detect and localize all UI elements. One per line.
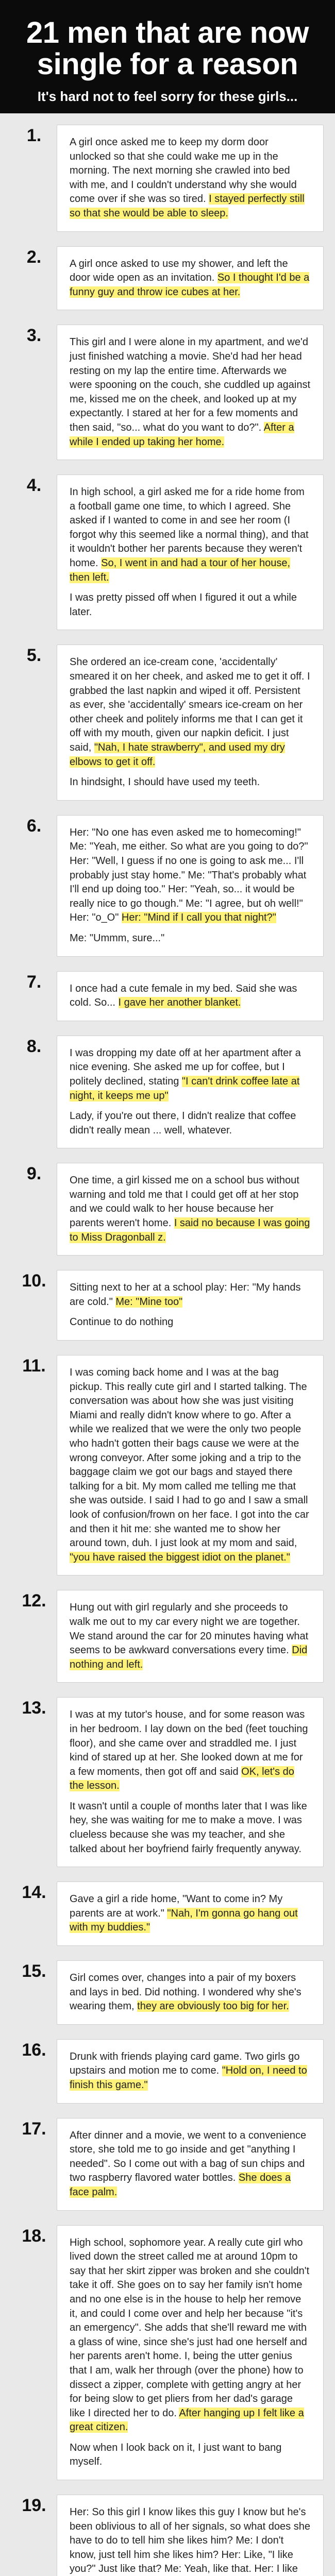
- story-text: Drunk with friends playing card game. Two girls go upstairs and motion me to come.: [70, 2050, 300, 2077]
- story-item: [11, 1355, 324, 1575]
- story-number: 19.: [22, 2496, 46, 2516]
- story-after-text: In hindsight, I should have used my teeth.: [70, 776, 260, 788]
- story-number: 7.: [26, 972, 42, 992]
- story-item: [11, 1163, 324, 1256]
- story-item: [11, 246, 324, 311]
- story-item: [11, 1270, 324, 1341]
- header: [0, 0, 335, 113]
- story-highlight: "Nah, I hate strawberry", and used my dry elbows to get it off.: [70, 742, 285, 768]
- story-text: I was dropping my date off at her apartment after a nice evening. She asked me up for coffee, but I politely declined, stating: [70, 1047, 301, 1087]
- story-item: [11, 1960, 324, 2025]
- story-number: 2.: [26, 247, 42, 267]
- story-number: 11.: [22, 1356, 46, 1376]
- story-item: [11, 1882, 324, 1946]
- story-number: 6.: [26, 816, 42, 836]
- story-number: 16.: [22, 2040, 46, 2060]
- story-highlight: "I can't drink coffee late at night, it keeps me up": [70, 1075, 300, 1101]
- story-highlight: Her: "Mind if I call you that night?": [121, 912, 276, 924]
- story-card: [57, 1590, 324, 1683]
- story-text: A girl once asked to use my shower, and left the door wide open as an invitation.: [70, 258, 288, 284]
- story-text: I was coming back home and I was at the bag pickup. This really cute girl and I started talking. The conversation was about how she was just visiting Miami and really didn't know where to go. After a while we realized that we were the only two people who hadn't gotten their bags cause we were at the wrong conveyor. After some joking and a trip to the baggage claim we got our bags and stayed there talking for a bit. My mom called me telling me that she was outside. I said I had to go and I saw a small look of confusion/frown on her face. I got into the car and then it hit me: she wanted me to show her around town, duh. I just look at my mom and said,: [70, 1367, 309, 1549]
- story-text: One time, a girl kissed me on a school bus without warning and told me that I could get off at her stop and we could walk to her house because her parents weren't home.: [70, 1175, 299, 1229]
- story-card: [57, 815, 324, 957]
- story-text: Sitting next to her at a school play: Her: "My hands are cold.": [70, 1282, 301, 1308]
- story-text: After dinner and a movie, we went to a convenience store, she told me to go inside and get "anything I needed". So I come out with a bag of sun chips and two raspberry flavored water bottles.: [70, 2129, 307, 2184]
- page-subtitle: It's hard not to feel sorry for these girls...: [37, 88, 298, 104]
- story-number: 17.: [22, 2119, 46, 2139]
- story-highlight: After a while I ended up taking her home.: [70, 421, 294, 448]
- story-card: [57, 1697, 324, 1867]
- story-item: [11, 1697, 324, 1867]
- story-item: [11, 125, 324, 232]
- story-card: [57, 2039, 324, 2104]
- story-item: [11, 2039, 324, 2104]
- story-number: 14.: [22, 1883, 46, 1903]
- story-item: [11, 815, 324, 957]
- story-highlight: I stayed perfectly still so that she would be able to sleep.: [70, 193, 305, 219]
- story-card: [57, 2118, 324, 2211]
- story-text: High school, sophomore year. A really cute girl who lived down the street called me at around 10pm to say that her skirt zipper was broken and she couldn't take it off. She goes on to say her family isn't home and no one else is in the house to help her remove it, and could I come over and help her because "it's an emergency". She adds that she'll reward me with a glass of wine, since she's just had one herself and her parents aren't home. I, being the utter genius that I am, walk her through (over the phone) how to dissect a zipper, complete with getting angry at her for being slow to get pliers from her dad's garage like I directed her to do.: [70, 2236, 310, 2419]
- story-highlight: She does a face palm.: [70, 2172, 291, 2198]
- story-card: [57, 474, 324, 630]
- story-card: [57, 246, 324, 311]
- story-card: [57, 971, 324, 1021]
- story-highlight: OK, let's do the lesson.: [70, 1766, 294, 1792]
- story-card: [57, 325, 324, 460]
- story-text: A girl once asked me to keep my dorm door unlocked so that she could wake me up in the morning. The next morning she crawled into bed with me, and I couldn't understand why she would come over if she was so tired.: [70, 137, 297, 205]
- story-card: [57, 1355, 324, 1575]
- story-text: Her: So this girl I know likes this guy I know but he's been oblivious to all of her signals, so what does she have to do to tell him she likes him? Me: I don't know, just tell him she likes him? Her: Like, "I like you?" Just like that? Me: Yeah, like that. Her: I like: [70, 2506, 310, 2575]
- story-highlight: "you have raised the biggest idiot on the planet.": [70, 1551, 290, 1563]
- story-card: [57, 1163, 324, 1256]
- story-number: 12.: [22, 1591, 46, 1611]
- story-number: 3.: [26, 326, 42, 346]
- story-number: 4.: [26, 476, 42, 496]
- story-number: 5.: [26, 646, 42, 666]
- story-item: [11, 1036, 324, 1149]
- story-card: [57, 1036, 324, 1149]
- story-number: 9.: [26, 1164, 42, 1184]
- story-card: [57, 1960, 324, 2025]
- story-after-text: It wasn't until a couple of months later that I was like hey, she was waiting for me to make a move. I was clueless because she was my teacher, and she talked about her boyfriend fairly frequently anyway.: [70, 1800, 307, 1855]
- story-card: [57, 2225, 324, 2481]
- story-highlight: "Hold on, I need to finish this game.": [70, 2065, 307, 2091]
- story-card: [57, 2495, 324, 2576]
- story-card: [57, 1882, 324, 1946]
- story-number: 8.: [26, 1036, 42, 1056]
- story-highlight: "Nah, I'm gonna go hang out with my buddies.": [70, 1907, 298, 1934]
- story-highlight: After hanging up I felt like a great citizen.: [70, 2407, 304, 2433]
- story-highlight: I said no because I was going to Miss Dragonball z.: [70, 1217, 310, 1243]
- story-after-text: Continue to do nothing: [70, 1316, 174, 1328]
- story-item: [11, 2118, 324, 2211]
- story-item: [11, 325, 324, 460]
- story-text: Gave a girl a ride home, "Want to come in? My parents are at work.": [70, 1893, 283, 1919]
- story-after-text: Me: "Ummm, sure...": [70, 932, 165, 944]
- story-number: 10.: [22, 1271, 46, 1291]
- story-list: [0, 113, 335, 2576]
- page-title: 21 men that are now single for a reason: [26, 16, 309, 81]
- story-highlight: I gave her another blanket.: [118, 997, 241, 1009]
- story-highlight: Me: "Mine too": [115, 1296, 183, 1308]
- story-card: [57, 125, 324, 232]
- story-number: 18.: [22, 2226, 46, 2246]
- story-text: I was at my tutor's house, and for some reason was in her bedroom. I lay down on the bed (feet touching floor), and she came over and straddled me. I just kind of stared up at her. She looked down at me for a few moments, then got off and said: [70, 1709, 308, 1777]
- story-item: [11, 971, 324, 1021]
- story-text: She ordered an ice-cream cone, 'accidentally' smeared it on her cheek, and asked me to get it off. I grabbed the last napkin and wiped it off. Persistent as ever, she 'accidentally' smears ice-cream on her other cheek and politely informs me that I can get it off with my mouth, given our napkin deficit. I just said,: [70, 656, 310, 753]
- story-item: [11, 2495, 324, 2576]
- story-card: [57, 1270, 324, 1341]
- story-highlight: they are obviously too big for her.: [137, 2001, 289, 2012]
- story-card: [57, 645, 324, 800]
- story-item: [11, 1590, 324, 1683]
- story-after-text: I was pretty pissed off when I figured it out a while later.: [70, 592, 297, 618]
- story-after-text: Lady, if you're out there, I didn't realize that coffee didn't really mean ... well, whatever.: [70, 1110, 296, 1136]
- story-item: [11, 645, 324, 800]
- story-text: I once had a cute female in my bed. Said she was cold. So...: [70, 982, 297, 1009]
- story-item: [11, 2225, 324, 2481]
- story-number: 1.: [26, 126, 42, 145]
- story-after-text: Now when I look back on it, I just want to bang myself.: [70, 2442, 282, 2468]
- story-text: Girl comes over, changes into a pair of my boxers and lays in bed. Did nothing. I wondered why she's wearing them,: [70, 1972, 301, 2012]
- story-text: This girl and I were alone in my apartment, and we'd just finished watching a movie. She'd had her head resting on my lap the entire time. Afterwards we were spooning on the couch, she cuddled up against me, kissed me on the cheek, and looked up at my expectantly. I stared at her for a few moments and then said, "so... what do you want to do?".: [70, 336, 311, 433]
- story-highlight: So I thought I'd be a funny guy and throw ice cubes at her.: [70, 272, 310, 298]
- story-number: 13.: [22, 1698, 46, 1718]
- story-highlight: So, I went in and had a tour of her house, then left.: [70, 557, 291, 583]
- story-highlight: Did nothing and left.: [70, 1645, 308, 1670]
- story-text: Her: "No one has even asked me to homecoming!" Me: "Yeah, me either. So what are you going to do?" Her: "Well, I guess if no one is going to ask me... I'll probably just stay home." Me: "That's probably what I'll end up doing too." Her: "Yeah, so... it would be really nice to go though." Me: "I agree, but oh well!" Her: "o_O": [70, 826, 308, 924]
- story-item: [11, 474, 324, 630]
- story-text: In high school, a girl asked me for a ride home from a football game one time, to which I agreed. She asked if I wanted to come in and see her room (I forgot why this seemed like a normal thing), and that it wouldn't bother her parents because they weren't home.: [70, 486, 309, 569]
- story-number: 15.: [22, 1961, 46, 1981]
- story-text: Hung out with girl regularly and she proceeds to walk me out to my car every night we are together. We stand around the car for 20 minutes having what seems to be awkward conversations every time.: [70, 1602, 309, 1656]
